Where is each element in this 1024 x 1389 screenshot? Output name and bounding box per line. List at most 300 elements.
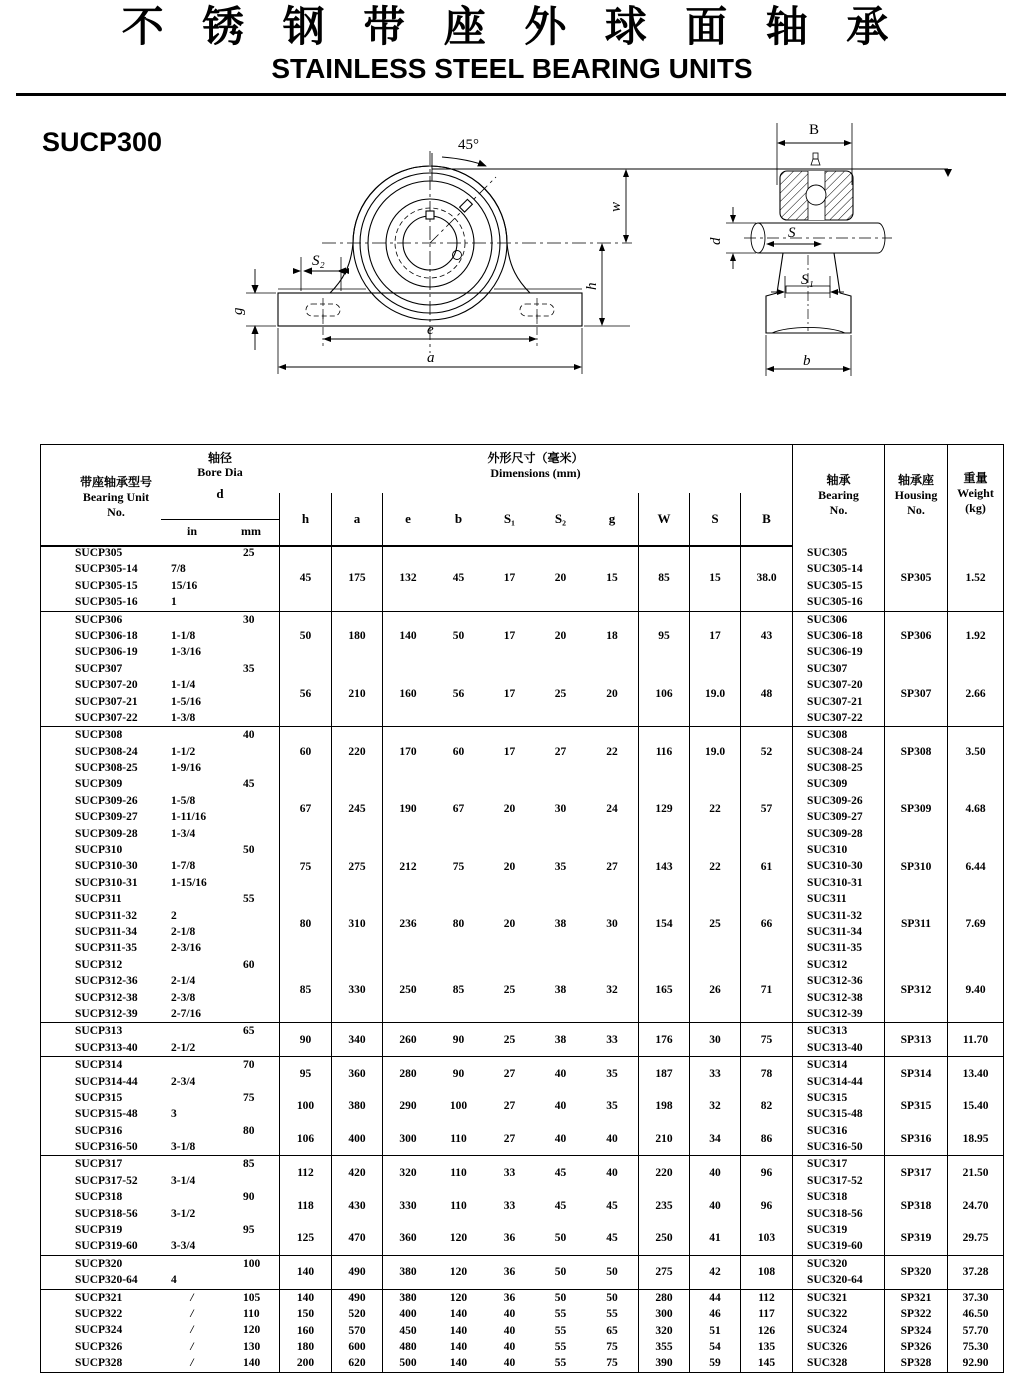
dim-a-value: 210 [331,661,382,727]
weight-value: 57.70 [947,1322,1003,1338]
bearing-no: SUC317-52 [807,1174,863,1187]
bearing-no-cell [792,1023,884,1056]
header-col-h: h [279,493,331,545]
model-row [41,760,279,776]
weight-value: 9.40 [947,957,1003,1023]
dim-S-value: 34 [689,1123,740,1156]
bearing-no: SUC316 [807,1124,848,1137]
bore-mm-value: 75 [243,1091,255,1104]
dim-a-value: 400 [331,1123,382,1156]
header-col-b: b [454,511,463,526]
bore-in-value: 1-3/8 [171,711,196,724]
dim-S-value: 22 [689,842,740,891]
dim-b-value: 100 [449,1100,468,1113]
dim-s1-value: 20 [503,860,516,873]
bore-in-value: 1-11/16 [171,811,207,824]
bore-mm-value: 50 [243,844,255,857]
bearing-no: SUC319-60 [807,1240,863,1253]
dim-B-value: 43 [740,612,792,661]
model-row [41,1355,279,1371]
bore-mm-value: 90 [243,1191,255,1204]
header-bore-cn: 轴径 [207,451,232,465]
dim-s1-value: 20 [503,917,516,930]
bearing-no: SUC314 [807,1059,848,1072]
models-cell [41,1339,279,1355]
bearing-no: SUC310 [807,844,848,857]
bearing-no: SUC312-39 [807,1007,863,1020]
header-housing-en2: No. [907,503,925,517]
dim-s2-value: 27 [554,745,567,758]
bore-mm-value [223,1238,279,1254]
weight-value: 11.70 [947,1023,1003,1056]
header-bottom-rule [41,545,792,547]
dim-a-value: 180 [331,612,382,661]
bore-mm-value: 105 [243,1291,261,1304]
bore-mm-value: 65 [243,1025,255,1038]
dim-s2-value: 25 [554,687,567,700]
dim-g-value: 32 [606,983,618,996]
bore-in-value: 2-1/4 [171,975,196,988]
bearing-no: SUC309-27 [807,811,863,824]
model-no: SUCP328 [75,1357,123,1370]
housing-no: SP324 [884,1322,947,1338]
dim-W-value: 165 [638,957,689,1023]
model-no: SUCP305-14 [75,563,138,576]
bore-in-value [161,1256,223,1272]
dim-S-value: 19.0 [689,727,740,776]
header-bearing-en2: No. [829,503,848,517]
dim-g-value: 18 [606,630,618,643]
model-no: SUCP315-48 [75,1108,138,1121]
model-row [41,710,279,726]
bore-in-value: 2-1/2 [171,1041,196,1054]
bearing-no: SUC307-22 [807,711,863,724]
table-header [41,445,1003,545]
model-no: SUCP319 [75,1224,123,1237]
bore-in-value: 2-3/4 [171,1075,196,1088]
bearing-no-cell [792,1123,884,1156]
model-no: SUCP312 [75,958,123,971]
bore-in-value: 3-1/4 [171,1174,196,1187]
bore-mm-value: 85 [243,1158,255,1171]
dim-W-value: 280 [638,1290,689,1306]
header-weight-en2: (kg) [965,501,986,515]
table-group [41,1123,1003,1157]
table-group [41,612,1003,661]
table-group [41,1322,1003,1338]
bearing-no: SUC305-15 [807,579,863,592]
models-cell [41,1322,279,1338]
dim-b-value: 90 [452,1033,465,1046]
table-group [41,1222,1003,1256]
bore-mm-value [223,760,279,776]
dim-g-value: 24 [606,803,618,816]
dim-a-value: 570 [331,1322,382,1338]
dim-label-B: B [809,122,820,138]
dim-b-value: 75 [452,860,465,873]
table-group [41,1290,1003,1306]
dim-s2-value: 45 [554,1166,567,1179]
bore-mm-value: 100 [243,1257,261,1270]
dim-s1-value: 17 [503,571,516,584]
models-cell [41,1222,279,1255]
bore-in-value [161,957,223,973]
dim-h-value: 45 [279,545,331,611]
dim-e-value: 260 [382,1023,433,1056]
dim-W-value: 106 [638,661,689,727]
dim-h-value: 95 [279,1057,331,1090]
bearing-no: SUC328 [807,1357,848,1370]
dim-S-value: 30 [689,1023,740,1056]
dim-s2-value: 55 [554,1357,567,1370]
dim-s1-value: 36 [503,1232,516,1245]
bore-in-value: 1-3/16 [171,646,202,659]
dim-b-value: 56 [452,687,465,700]
model-row [41,677,279,693]
dim-s1-value: 40 [503,1308,516,1321]
bore-in-value [161,1023,223,1039]
bore-in-value [161,612,223,628]
dim-W-value: 187 [638,1057,689,1090]
bearing-no-cell [792,1322,884,1338]
dim-s1-value: 17 [503,630,516,643]
dim-s2-value: 38 [554,1033,567,1046]
bore-in-value: 1-7/8 [171,860,196,873]
housing-no: SP315 [884,1090,947,1123]
bore-in-value: 15/16 [171,579,198,592]
dim-s1-value: 33 [503,1199,516,1212]
weight-value: 18.95 [947,1123,1003,1156]
dim-W-value: 210 [638,1123,689,1156]
bore-in-value: / [190,1357,194,1370]
model-row [41,809,279,825]
housing-no: SP305 [884,545,947,611]
model-no: SUCP310-31 [75,876,138,889]
dim-B-value: 48 [740,661,792,727]
model-row [41,1123,279,1139]
model-no: SUCP312-38 [75,991,138,1004]
bearing-no: SUC320-64 [807,1274,863,1287]
bore-in-value [161,1090,223,1106]
dim-B-value: 71 [740,957,792,1023]
model-row [41,940,279,956]
bore-in-value [161,842,223,858]
model-row [41,1272,279,1288]
header-bearing-en1: Bearing [818,488,859,502]
dim-s2-value: 40 [554,1133,567,1146]
dim-S-value: 19.0 [689,661,740,727]
housing-no: SP307 [884,661,947,727]
housing-no: SP322 [884,1306,947,1322]
model-row [41,908,279,924]
dim-b-value: 110 [450,1199,467,1212]
model-row [41,858,279,874]
dim-W-value: 198 [638,1090,689,1123]
dim-S-value: 51 [689,1322,740,1338]
model-no: SUCP305-16 [75,596,138,609]
bore-mm-value [223,1173,279,1189]
dim-a-value: 175 [331,545,382,611]
bore-in-value: / [190,1340,194,1353]
bearing-no: SUC306 [807,613,848,626]
bearing-no-cell [792,545,884,611]
model-no: SUCP316 [75,1124,123,1137]
dim-h-value: 106 [279,1123,331,1156]
bore-in-value [161,545,223,561]
bearing-no: SUC313 [807,1025,848,1038]
weight-value: 37.30 [947,1290,1003,1306]
bore-in-value: 2-7/16 [171,1007,202,1020]
model-no: SUCP311-34 [75,925,137,938]
model-row [41,612,279,628]
models-cell [41,1290,279,1306]
dim-g-value: 55 [606,1308,618,1321]
header-bore-mm: mm [241,524,261,538]
header-col-s1: S₁ [503,511,516,526]
models-cell [41,1123,279,1156]
dim-a-value: 275 [331,842,382,891]
dim-W-value: 300 [638,1306,689,1322]
dim-a-value: 430 [331,1189,382,1222]
dim-W-value: 220 [638,1156,689,1189]
dim-e-value: 480 [382,1339,433,1355]
bearing-no-cell [792,891,884,957]
dim-e-value: 170 [382,727,433,776]
bore-mm-value: 40 [243,729,255,742]
bore-in-value [161,776,223,792]
bearing-no: SUC318-56 [807,1207,863,1220]
bearing-no: SUC306-18 [807,629,863,642]
dim-W-value: 390 [638,1355,689,1371]
models-cell [41,776,279,842]
dim-g-value: 20 [606,687,618,700]
dim-S-value: 59 [689,1355,740,1371]
weight-value: 46.50 [947,1306,1003,1322]
bearing-no-cell [792,1156,884,1189]
models-cell [41,842,279,891]
model-row [41,1090,279,1106]
bore-mm-value [223,594,279,610]
model-row [41,1290,279,1306]
bore-mm-value [223,990,279,1006]
dim-s1-value: 25 [503,1033,516,1046]
bore-mm-value [223,1206,279,1222]
bore-mm-value [223,1106,279,1122]
dim-s2-value: 30 [554,803,567,816]
header-col-a: a [331,493,382,545]
dim-s1-value: 40 [503,1357,516,1370]
model-row [41,1306,279,1322]
dim-e-value: 280 [382,1057,433,1090]
dim-W-value: 355 [638,1339,689,1355]
bearing-no: SUC306-19 [807,646,863,659]
model-no: SUCP309-27 [75,811,138,824]
models-cell [41,1355,279,1371]
bore-mm-value: 45 [243,778,255,791]
bore-in-value [161,1189,223,1205]
model-row [41,594,279,610]
bore-in-value: 1-15/16 [171,876,207,889]
dim-e-value: 190 [382,776,433,842]
bearing-no: SUC312 [807,958,848,971]
bore-mm-value [223,940,279,956]
bore-mm-value: 140 [243,1357,261,1370]
table-group [41,1057,1003,1090]
models-cell [41,957,279,1023]
dim-h-value: 56 [279,661,331,727]
model-no: SUCP311 [75,893,122,906]
models-cell [41,1256,279,1289]
models-cell [41,1057,279,1090]
dim-b-value: 80 [452,917,465,930]
dim-s1-value: 33 [503,1166,516,1179]
table-group [41,1189,1003,1222]
dim-b-value: 50 [452,630,465,643]
bearing-no-cell [792,1057,884,1090]
dim-W-value: 143 [638,842,689,891]
bore-mm-value [223,628,279,644]
dim-s1-value: 36 [503,1266,516,1279]
dim-s2-value: 55 [554,1324,567,1337]
dim-B-value: 38.0 [740,545,792,611]
dim-h-value: 150 [279,1306,331,1322]
dim-W-value: 250 [638,1222,689,1255]
model-no: SUCP305-15 [75,579,138,592]
bore-in-value: / [190,1291,194,1304]
dim-label-b: b [803,353,811,369]
weight-value: 24.70 [947,1189,1003,1222]
model-no: SUCP318-56 [75,1207,138,1220]
model-no: SUCP307-22 [75,711,138,724]
dim-label-h: h [584,282,600,290]
dim-W-value: 154 [638,891,689,957]
dim-s1-value: 40 [503,1340,516,1353]
dim-e-value: 320 [382,1156,433,1189]
bore-mm-value: 80 [243,1124,255,1137]
dim-a-value: 470 [331,1222,382,1255]
bore-in-value: / [190,1307,194,1320]
models-cell [41,1156,279,1189]
dim-b-value: 110 [450,1166,467,1179]
model-no: SUCP317 [75,1158,123,1171]
housing-no: SP328 [884,1355,947,1371]
bearing-no-cell [792,1222,884,1255]
model-no: SUCP305 [75,547,123,559]
bore-in-value [161,891,223,907]
model-no: SUCP312-39 [75,1007,138,1020]
page-title-english: STAINLESS STEEL BEARING UNITS [271,53,753,84]
bearing-no-cell [792,661,884,727]
bore-mm-value [223,924,279,940]
dim-s2-value: 40 [554,1067,567,1080]
bore-in-value: 2-3/16 [171,942,202,955]
dim-B-value: 86 [740,1123,792,1156]
header-unit-en2: No. [107,505,125,519]
model-no: SUCP312-36 [75,975,138,988]
bore-in-value: 1-3/4 [171,827,196,840]
model-no: SUCP309-28 [75,827,138,840]
dim-label-s1: S₁ [801,272,814,288]
dim-s1-value: 25 [503,983,516,996]
bore-mm-value: 95 [243,1224,255,1237]
model-no: SUCP306-19 [75,646,138,659]
dim-g-value: 27 [606,860,618,873]
bore-mm-value [223,1139,279,1155]
bearing-no: SUC309 [807,778,848,791]
dim-label-e: e [427,322,434,338]
bore-mm-value: 60 [243,958,255,971]
bearing-no: SUC314-44 [807,1075,863,1088]
weight-value: 4.68 [947,776,1003,842]
bore-in-value: 3-1/2 [171,1207,196,1220]
dim-g-value: 22 [606,745,618,758]
bearing-no: SUC312-36 [807,975,863,988]
dim-e-value: 160 [382,661,433,727]
bore-in-value: 1-9/16 [171,762,202,775]
dim-g-value: 50 [606,1291,618,1304]
bore-in-value [161,727,223,743]
dim-B-value: 66 [740,891,792,957]
table-group [41,1156,1003,1189]
dim-s2-value: 38 [554,917,567,930]
model-no: SUCP314 [75,1059,123,1072]
bore-in-value: 1-5/8 [171,794,196,807]
model-row [41,1074,279,1090]
bearing-no-cell [792,727,884,776]
header-dims-cn: 外形尺寸（毫米） [487,451,584,465]
dim-label-w: w [608,201,624,212]
model-no: SUCP313-40 [75,1041,138,1054]
dim-h-value: 90 [279,1023,331,1056]
dim-g-value: 35 [606,1067,618,1080]
dim-s2-value: 55 [554,1340,567,1353]
bore-in-value [161,1123,223,1139]
model-no: SUCP314-44 [75,1075,138,1088]
bearing-no: SUC324 [807,1324,848,1337]
models-cell [41,727,279,776]
header-weight-en1: Weight [957,486,994,500]
model-row [41,644,279,660]
dim-g-value: 65 [606,1324,618,1337]
bore-mm-value: 130 [243,1340,261,1353]
bearing-no: SUC311-32 [807,909,862,922]
weight-value: 3.50 [947,727,1003,776]
bore-mm-value [223,973,279,989]
bore-mm-value [223,1006,279,1022]
dim-a-value: 490 [331,1256,382,1289]
bearing-no: SUC308-25 [807,762,863,775]
header-bore-in: in [186,524,197,538]
bore-mm-value [223,677,279,693]
bearing-no-cell [792,776,884,842]
dim-S-value: 40 [689,1156,740,1189]
model-no: SUCP320 [75,1257,123,1270]
technical-drawing [230,115,970,410]
dim-B-value: 82 [740,1090,792,1123]
dim-h-value: 180 [279,1339,331,1355]
dim-s2-value: 35 [554,860,567,873]
model-no: SUCP308-24 [75,745,138,758]
housing-no: SP316 [884,1123,947,1156]
dim-W-value: 235 [638,1189,689,1222]
dim-s1-value: 20 [503,803,516,816]
model-row [41,826,279,842]
bore-in-value: 1-1/8 [171,629,196,642]
dim-h-value: 125 [279,1222,331,1255]
model-no: SUCP309 [75,778,123,791]
dim-h-value: 140 [279,1256,331,1289]
weight-value: 2.66 [947,661,1003,727]
